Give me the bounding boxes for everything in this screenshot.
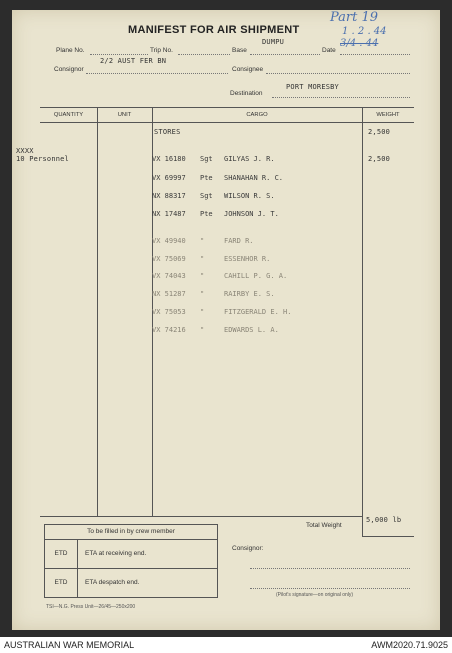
person-name: FITZGERALD E. H. <box>224 308 292 316</box>
consignee-field <box>266 73 410 74</box>
base-value: DUMPU <box>262 38 285 46</box>
person-name: SHANAHAN R. C. <box>224 174 284 182</box>
weight-total-rule <box>362 536 414 537</box>
consignee-label: Consignee <box>232 66 264 73</box>
signature-line-1 <box>250 568 410 569</box>
rank: " <box>200 237 205 245</box>
date-label: Date <box>322 47 336 54</box>
table-row <box>152 272 362 281</box>
person-name: GILYAS J. R. <box>224 155 275 163</box>
footer-consignor-label: Consignor: <box>232 545 264 552</box>
person-name: ESSENHOR R. <box>224 255 271 263</box>
crew-row-text: ETA at receiving end. <box>85 550 147 557</box>
person-name: FARD R. <box>224 237 254 245</box>
table-row <box>152 155 362 164</box>
service-number: VX 74216 <box>152 326 186 334</box>
service-number: VX 49940 <box>152 237 186 245</box>
table-row <box>152 192 362 201</box>
rank: " <box>200 272 205 280</box>
service-number: NX 17487 <box>152 210 186 218</box>
pilot-signature-note: (Pilot's signature—on original only) <box>276 592 354 598</box>
stores-weight: 2,500 <box>368 128 391 136</box>
archive-reference: AWM2020.71.9025 <box>371 640 448 650</box>
quantity-unit-divider <box>97 107 98 516</box>
person-name: RAIRBY E. S. <box>224 290 275 298</box>
trip-no-field <box>178 54 230 55</box>
unit-header: UNIT <box>117 112 132 118</box>
destination-field <box>272 97 410 98</box>
print-note: TSI—N.G. Press Unit—26/45—250x200 <box>46 604 136 610</box>
rank: Pte <box>200 174 213 182</box>
handwritten-part-note: Part 19 <box>330 10 379 25</box>
consignor-field <box>86 73 228 74</box>
table-row <box>152 308 362 317</box>
weight-header: WEIGHT <box>376 112 400 118</box>
total-weight-value: 5,000 lb <box>366 516 402 524</box>
quantity-header: QUANTITY <box>53 112 84 118</box>
table-row <box>152 326 362 335</box>
service-number: VX 16180 <box>152 155 186 163</box>
handwritten-date: 1 . 2 . 44 <box>342 26 387 37</box>
service-number: VX 75069 <box>152 255 186 263</box>
rank: Pte <box>200 210 213 218</box>
rank: Sgt <box>200 192 213 200</box>
person-name: EDWARDS L. A. <box>224 326 279 334</box>
table-row <box>152 255 362 264</box>
cargo-header: CARGO <box>246 112 268 118</box>
consignor-label: Consignor <box>54 66 84 73</box>
person-name: JOHNSON J. T. <box>224 210 279 218</box>
archive-caption-bar <box>0 637 452 653</box>
person-name: WILSON R. S. <box>224 192 275 200</box>
date-field <box>340 54 410 55</box>
rank: " <box>200 326 205 334</box>
handwritten-struck-date: 3/4 . 44 <box>340 38 379 49</box>
person-name: CAHILL P. G. A. <box>224 272 288 280</box>
crew-row-code: ETD <box>45 569 78 597</box>
table-row <box>152 290 362 299</box>
destination-value: PORT MORESBY <box>286 83 339 91</box>
plane-no-field <box>90 54 148 55</box>
table-row <box>152 174 362 183</box>
crew-row-text: ETA despatch end. <box>85 579 140 586</box>
service-number: VX 75053 <box>152 308 186 316</box>
rank: Sgt <box>200 155 213 163</box>
stores-line: STORES <box>154 128 181 136</box>
service-number: VX 74043 <box>152 272 186 280</box>
personnel-weight: 2,500 <box>368 155 391 163</box>
form-title: MANIFEST FOR AIR SHIPMENT <box>128 24 300 36</box>
quantity-line-1: XXXX <box>16 147 34 155</box>
cargo-weight-divider <box>362 107 363 536</box>
service-number: VX 69997 <box>152 174 186 182</box>
consignor-value: 2/2 AUST FER BN <box>100 57 167 65</box>
trip-no-label: Trip No. <box>150 47 173 54</box>
crew-box <box>44 524 218 598</box>
signature-line-2 <box>250 588 410 589</box>
rank: " <box>200 308 205 316</box>
crew-row-code: ETD <box>45 540 78 568</box>
table-row <box>152 237 362 246</box>
service-number: NX 88317 <box>152 192 186 200</box>
total-weight-label: Total Weight <box>306 522 342 529</box>
rank: " <box>200 255 205 263</box>
table-bottom-rule <box>40 516 362 517</box>
destination-label: Destination <box>230 90 263 97</box>
base-field <box>250 54 320 55</box>
plane-no-label: Plane No. <box>56 47 85 54</box>
base-label: Base <box>232 47 247 54</box>
quantity-line-2: 10 Personnel <box>16 155 69 163</box>
service-number: NX 51287 <box>152 290 186 298</box>
archive-name: AUSTRALIAN WAR MEMORIAL <box>4 640 135 650</box>
crew-row-eta-receiving <box>45 540 217 569</box>
crew-row-eta-despatch <box>45 569 217 597</box>
table-row <box>152 210 362 219</box>
crew-box-header: To be filled in by crew member <box>45 525 217 540</box>
rank: " <box>200 290 205 298</box>
